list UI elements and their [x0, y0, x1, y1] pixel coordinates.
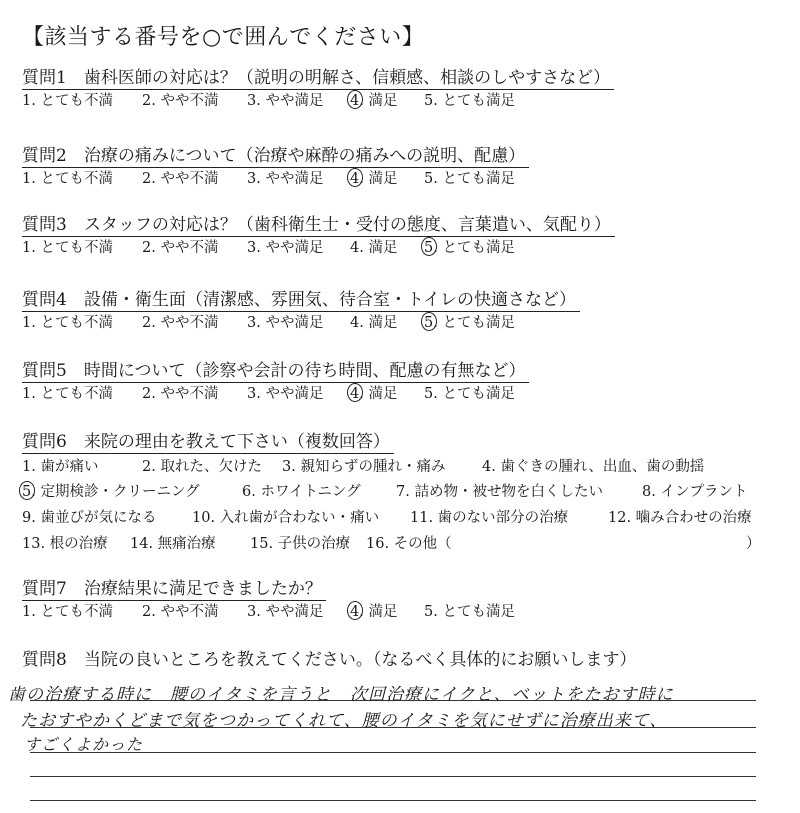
q4-option-4[interactable]: 4. 満足 [350, 315, 398, 331]
q3-option-3[interactable]: 3. やや満足 [247, 240, 324, 256]
question-7-title: 質問7 治療結果に満足できましたか？ [22, 579, 326, 601]
q7-option-3[interactable]: 3. やや満足 [247, 604, 324, 620]
q2-option-4[interactable]: 4. 満足 [350, 171, 398, 187]
question-2-title: 質問2 治療の痛みについて（治療や麻酔の痛みへの説明、配慮） [22, 146, 529, 168]
q4-option-1[interactable]: 1. とても不満 [22, 315, 113, 331]
q4-option-3[interactable]: 3. やや満足 [247, 315, 324, 331]
q2-option-3[interactable]: 3. やや満足 [247, 171, 324, 187]
q5-option-1[interactable]: 1. とても不満 [22, 386, 113, 402]
question-6-title: 質問6 来院の理由を教えて下さい（複数回答） [22, 432, 394, 454]
q6-option-1[interactable]: 1. 歯が痛い [22, 459, 99, 475]
q6-option-6[interactable]: 6. ホワイトニング [242, 484, 361, 500]
q3-option-4[interactable]: 4. 満足 [350, 240, 398, 256]
answer-line-2[interactable]: たおすやかくどまで気をつかってくれて、腰のイタミを気にせずに治療出来て、 [20, 711, 668, 731]
q6-option-16[interactable]: 16. その他（ [366, 536, 452, 552]
answer-line-1[interactable]: 歯の治療する時に 腰のイタミを言うと 次回治療にイクと、ベットをたおす時に [8, 685, 674, 705]
question-4-title: 質問4 設備・衛生面（清潔感、雰囲気、待合室・トイレの快適さなど） [22, 290, 580, 312]
q5-option-2[interactable]: 2. やや不満 [142, 386, 219, 402]
answer-rule-1 [30, 700, 756, 701]
q7-option-5[interactable]: 5. とても満足 [424, 604, 515, 620]
q3-option-2[interactable]: 2. やや不満 [142, 240, 219, 256]
question-8-title: 質問8 当院の良いところを教えてください。（なるべく具体的にお願いします） [22, 650, 637, 670]
q2-option-1[interactable]: 1. とても不満 [22, 171, 113, 187]
q6-option-2[interactable]: 2. 取れた、欠けた [142, 459, 262, 475]
answer-line-3[interactable]: すごくよかった [24, 735, 144, 754]
answer-rule-4 [30, 776, 756, 777]
q7-option-4[interactable]: 4. 満足 [350, 604, 398, 620]
q3-option-1[interactable]: 1. とても不満 [22, 240, 113, 256]
page-header: 【該当する番号を○で囲んでください】 [22, 25, 425, 50]
q4-option-5[interactable]: 5. とても満足 [424, 315, 515, 331]
q6-option-7[interactable]: 7. 詰め物・被せ物を白くしたい [396, 484, 603, 500]
q6-option-10[interactable]: 10. 入れ歯が合わない・痛い [192, 510, 380, 526]
q5-option-4[interactable]: 4. 満足 [350, 386, 398, 402]
q6-option-3[interactable]: 3. 親知らずの腫れ・痛み [282, 459, 446, 475]
answer-rule-3 [30, 752, 756, 753]
q2-option-2[interactable]: 2. やや不満 [142, 171, 219, 187]
q5-option-5[interactable]: 5. とても満足 [424, 386, 515, 402]
q6-option-11[interactable]: 11. 歯のない部分の治療 [410, 510, 569, 526]
q3-option-5[interactable]: 5. とても満足 [424, 240, 515, 256]
q1-option-1[interactable]: 1. とても不満 [22, 93, 113, 109]
q6-option-13[interactable]: 13. 根の治療 [22, 536, 108, 552]
q7-option-1[interactable]: 1. とても不満 [22, 604, 113, 620]
question-5-title: 質問5 時間について（診察や会計の待ち時間、配慮の有無など） [22, 361, 529, 383]
q4-option-2[interactable]: 2. やや不満 [142, 315, 219, 331]
q1-option-2[interactable]: 2. やや不満 [142, 93, 219, 109]
q6-option-14[interactable]: 14. 無痛治療 [130, 536, 216, 552]
q6-option-15[interactable]: 15. 子供の治療 [250, 536, 351, 552]
q2-option-5[interactable]: 5. とても満足 [424, 171, 515, 187]
q5-option-3[interactable]: 3. やや満足 [247, 386, 324, 402]
answer-rule-2 [30, 727, 756, 728]
q1-option-4[interactable]: 4. 満足 [350, 93, 398, 109]
q6-option-5[interactable]: 5. 定期検診・クリーニング [22, 484, 200, 500]
q6-option-8[interactable]: 8. インプラント [642, 484, 748, 500]
question-3-title: 質問3 スタッフの対応は？（歯科衛生士・受付の態度、言葉遣い、気配り） [22, 215, 615, 237]
q6-option-12[interactable]: 12. 噛み合わせの治療 [608, 510, 752, 526]
question-1-title: 質問1 歯科医師の対応は？（説明の明解さ、信頼感、相談のしやすさなど） [22, 68, 614, 90]
q6-other-close: ） [746, 536, 761, 552]
q1-option-3[interactable]: 3. やや満足 [247, 93, 324, 109]
q7-option-2[interactable]: 2. やや不満 [142, 604, 219, 620]
q6-option-4[interactable]: 4. 歯ぐきの腫れ、出血、歯の動揺 [482, 459, 705, 475]
q6-option-9[interactable]: 9. 歯並びが気になる [22, 510, 157, 526]
q1-option-5[interactable]: 5. とても満足 [424, 93, 515, 109]
answer-rule-5 [30, 800, 756, 801]
